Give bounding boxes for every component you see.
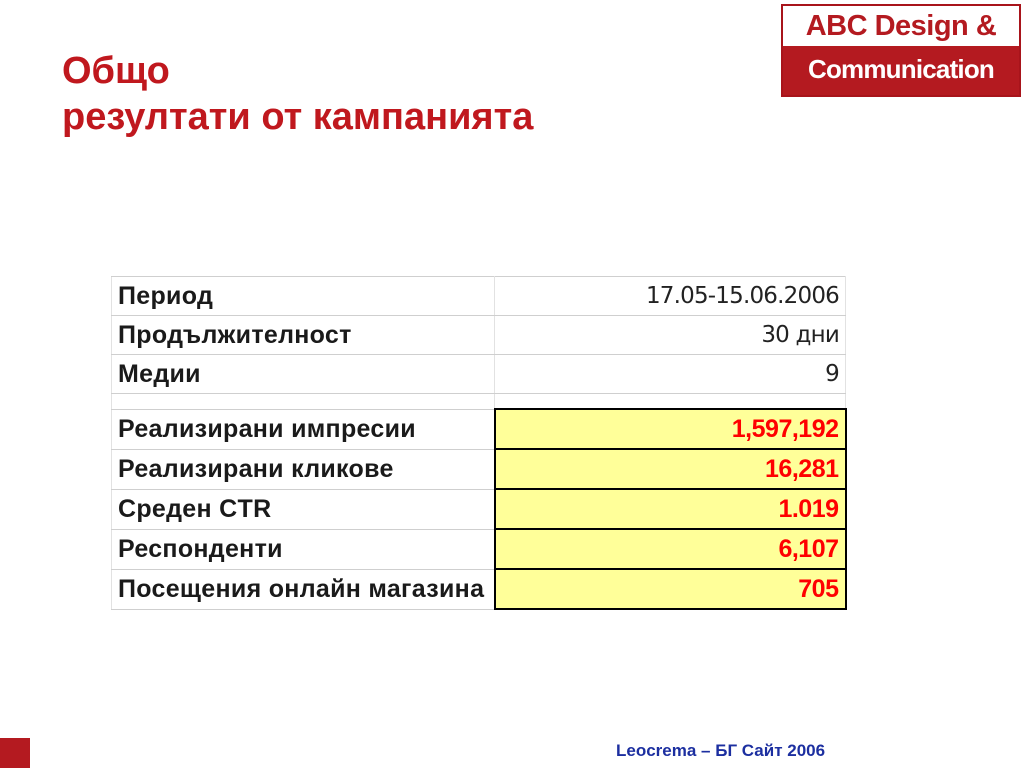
row-label: Продължителност	[112, 316, 495, 355]
logo-line-2: Communication	[783, 46, 1019, 95]
row-label: Медии	[112, 355, 495, 394]
row-value: 30 дни	[495, 316, 846, 355]
row-label: Реализирани кликове	[112, 449, 495, 489]
table-row-respondents	[112, 529, 846, 569]
row-value: 9	[495, 355, 846, 394]
corner-decoration	[0, 738, 30, 768]
highlighted-value: 1.019	[495, 489, 846, 529]
table-row-clicks	[112, 449, 846, 489]
row-value: 17.05-15.06.2006	[495, 277, 846, 316]
row-label: Период	[112, 277, 495, 316]
table-row-impressions	[112, 409, 846, 449]
slide-title	[62, 48, 533, 140]
row-label: Реализирани импресии	[112, 409, 495, 449]
slide-title-line-1: Общо	[62, 50, 170, 92]
highlighted-value: 705	[495, 569, 846, 609]
table-spacer-row	[112, 394, 846, 410]
row-label: Посещения онлайн магазина	[112, 569, 495, 609]
slide-footer: Leocrema – БГ Сайт 2006	[616, 741, 826, 760]
spacer-cell	[112, 394, 495, 410]
table-row-shop-visits	[112, 569, 846, 609]
spacer-cell	[495, 394, 846, 410]
highlighted-value: 16,281	[495, 449, 846, 489]
highlighted-value: 6,107	[495, 529, 846, 569]
company-logo	[781, 4, 1021, 97]
table-row-ctr	[112, 489, 846, 529]
row-label: Среден CTR	[112, 489, 495, 529]
table-row-period	[112, 277, 846, 316]
table-row-duration	[112, 316, 846, 355]
table-row-media	[112, 355, 846, 394]
logo-line-1: ABC Design &	[805, 10, 997, 42]
slide-title-line-2: резултати от кампанията	[62, 96, 534, 138]
results-table	[111, 276, 845, 610]
highlighted-value: 1,597,192	[495, 409, 846, 449]
row-label: Респонденти	[112, 529, 495, 569]
results-grid	[111, 276, 847, 610]
